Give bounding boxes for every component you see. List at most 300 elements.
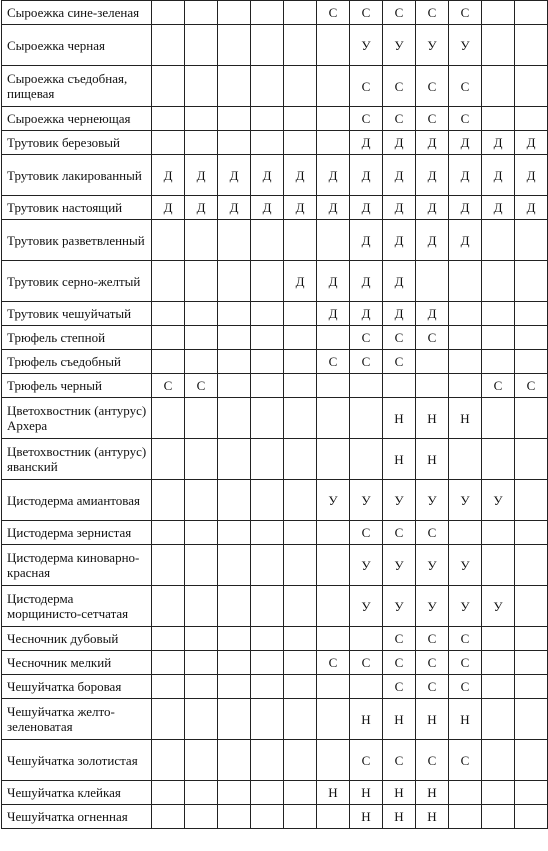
period-mark-cell — [218, 675, 251, 699]
period-mark-cell — [482, 781, 515, 805]
period-mark-cell — [218, 439, 251, 480]
period-mark-cell: Д — [251, 155, 284, 196]
table-row — [2, 220, 548, 261]
period-mark-cell — [284, 627, 317, 651]
period-mark-cell — [416, 350, 449, 374]
period-mark-cell — [317, 398, 350, 439]
period-mark-cell — [284, 350, 317, 374]
period-mark-cell: Н — [317, 781, 350, 805]
period-mark-cell — [185, 805, 218, 829]
period-mark-cell: Д — [449, 155, 482, 196]
period-mark-cell — [317, 586, 350, 627]
period-mark-cell: С — [383, 1, 416, 25]
table-row — [2, 586, 548, 627]
period-mark-cell: Д — [482, 155, 515, 196]
period-mark-cell — [482, 545, 515, 586]
period-mark-cell: С — [152, 374, 185, 398]
period-mark-cell — [185, 740, 218, 781]
table-row — [2, 480, 548, 521]
period-mark-cell — [449, 781, 482, 805]
species-name-cell: Сыроежка чернеющая — [2, 107, 152, 131]
period-mark-cell — [515, 326, 548, 350]
period-mark-cell — [350, 374, 383, 398]
species-name-cell: Трутовик лакированный — [2, 155, 152, 196]
species-name-cell: Сыроежка съедобная, пищевая — [2, 66, 152, 107]
period-mark-cell — [218, 1, 251, 25]
period-mark-cell — [251, 107, 284, 131]
period-mark-cell — [317, 326, 350, 350]
table-row — [2, 155, 548, 196]
period-mark-cell: Д — [284, 155, 317, 196]
period-mark-cell — [515, 781, 548, 805]
species-name-cell: Трутовик березовый — [2, 131, 152, 155]
species-name-cell: Чешуйчатка золотистая — [2, 740, 152, 781]
table-row — [2, 1, 548, 25]
period-mark-cell: У — [350, 25, 383, 66]
period-mark-cell — [152, 675, 185, 699]
period-mark-cell — [284, 107, 317, 131]
period-mark-cell — [482, 439, 515, 480]
period-mark-cell: Д — [317, 155, 350, 196]
period-mark-cell — [152, 131, 185, 155]
period-mark-cell — [284, 25, 317, 66]
period-mark-cell — [152, 521, 185, 545]
period-mark-cell: С — [515, 374, 548, 398]
table-row — [2, 350, 548, 374]
period-mark-cell: С — [416, 740, 449, 781]
species-name-cell: Сыроежка сине-зеленая — [2, 1, 152, 25]
period-mark-cell — [350, 675, 383, 699]
period-mark-cell — [251, 261, 284, 302]
period-mark-cell — [449, 350, 482, 374]
period-mark-cell: Д — [350, 196, 383, 220]
period-mark-cell — [218, 480, 251, 521]
period-mark-cell — [218, 627, 251, 651]
period-mark-cell: Н — [383, 439, 416, 480]
period-mark-cell: Д — [284, 196, 317, 220]
period-mark-cell — [218, 545, 251, 586]
species-name-cell: Чешуйчатка огненная — [2, 805, 152, 829]
period-mark-cell — [218, 521, 251, 545]
period-mark-cell — [482, 261, 515, 302]
period-mark-cell — [218, 350, 251, 374]
period-mark-cell: Н — [383, 781, 416, 805]
period-mark-cell: Н — [416, 439, 449, 480]
period-mark-cell: С — [185, 374, 218, 398]
period-mark-cell — [251, 25, 284, 66]
period-mark-cell — [482, 25, 515, 66]
period-mark-cell — [251, 627, 284, 651]
period-mark-cell: С — [416, 326, 449, 350]
species-name-cell: Сыроежка черная — [2, 25, 152, 66]
period-mark-cell: С — [350, 326, 383, 350]
period-mark-cell: Д — [449, 196, 482, 220]
mushroom-calendar-table — [1, 0, 548, 829]
period-mark-cell: Д — [383, 220, 416, 261]
species-name-cell: Цистодерма киноварно-красная — [2, 545, 152, 586]
table-row — [2, 302, 548, 326]
period-mark-cell — [350, 398, 383, 439]
period-mark-cell — [449, 521, 482, 545]
table-row — [2, 521, 548, 545]
period-mark-cell: Д — [482, 196, 515, 220]
table-row — [2, 398, 548, 439]
table-row — [2, 326, 548, 350]
period-mark-cell — [515, 651, 548, 675]
period-mark-cell — [284, 805, 317, 829]
period-mark-cell — [152, 326, 185, 350]
period-mark-cell: Д — [218, 196, 251, 220]
period-mark-cell — [515, 66, 548, 107]
period-mark-cell — [449, 439, 482, 480]
period-mark-cell: Д — [185, 196, 218, 220]
period-mark-cell: С — [383, 651, 416, 675]
period-mark-cell — [515, 439, 548, 480]
period-mark-cell: Н — [416, 781, 449, 805]
period-mark-cell — [152, 1, 185, 25]
period-mark-cell — [152, 627, 185, 651]
period-mark-cell — [185, 675, 218, 699]
table-row — [2, 805, 548, 829]
period-mark-cell: С — [350, 740, 383, 781]
period-mark-cell: С — [383, 107, 416, 131]
period-mark-cell: Д — [383, 196, 416, 220]
period-mark-cell: Д — [449, 220, 482, 261]
period-mark-cell — [515, 675, 548, 699]
period-mark-cell — [482, 350, 515, 374]
period-mark-cell — [185, 131, 218, 155]
table-body — [2, 1, 548, 829]
period-mark-cell: Н — [416, 805, 449, 829]
period-mark-cell — [185, 25, 218, 66]
table-row — [2, 107, 548, 131]
period-mark-cell — [284, 699, 317, 740]
period-mark-cell — [449, 261, 482, 302]
period-mark-cell — [284, 675, 317, 699]
period-mark-cell — [152, 781, 185, 805]
period-mark-cell — [515, 220, 548, 261]
period-mark-cell: Д — [383, 261, 416, 302]
period-mark-cell — [317, 627, 350, 651]
period-mark-cell — [218, 220, 251, 261]
period-mark-cell: У — [449, 480, 482, 521]
period-mark-cell — [251, 805, 284, 829]
period-mark-cell: Д — [515, 196, 548, 220]
period-mark-cell: С — [350, 350, 383, 374]
species-name-cell: Трюфель съедобный — [2, 350, 152, 374]
period-mark-cell — [218, 586, 251, 627]
table-row — [2, 196, 548, 220]
period-mark-cell — [251, 66, 284, 107]
period-mark-cell — [284, 480, 317, 521]
period-mark-cell — [251, 480, 284, 521]
table-row — [2, 374, 548, 398]
period-mark-cell — [449, 302, 482, 326]
period-mark-cell — [185, 651, 218, 675]
period-mark-cell: У — [449, 25, 482, 66]
period-mark-cell — [350, 627, 383, 651]
period-mark-cell: С — [350, 107, 383, 131]
period-mark-cell — [482, 627, 515, 651]
period-mark-cell: С — [383, 326, 416, 350]
period-mark-cell: С — [449, 107, 482, 131]
period-mark-cell — [185, 302, 218, 326]
period-mark-cell: У — [416, 586, 449, 627]
period-mark-cell: С — [383, 66, 416, 107]
period-mark-cell — [152, 480, 185, 521]
period-mark-cell — [482, 220, 515, 261]
period-mark-cell — [317, 107, 350, 131]
period-mark-cell — [251, 740, 284, 781]
period-mark-cell: Д — [416, 131, 449, 155]
period-mark-cell: С — [317, 651, 350, 675]
period-mark-cell — [317, 521, 350, 545]
period-mark-cell — [185, 439, 218, 480]
period-mark-cell — [185, 398, 218, 439]
period-mark-cell: С — [449, 651, 482, 675]
period-mark-cell — [218, 374, 251, 398]
period-mark-cell — [482, 651, 515, 675]
period-mark-cell — [317, 545, 350, 586]
period-mark-cell — [515, 1, 548, 25]
period-mark-cell: Н — [416, 699, 449, 740]
period-mark-cell — [515, 398, 548, 439]
period-mark-cell — [152, 586, 185, 627]
period-mark-cell — [152, 261, 185, 302]
period-mark-cell — [482, 107, 515, 131]
period-mark-cell — [482, 398, 515, 439]
period-mark-cell — [284, 398, 317, 439]
period-mark-cell — [251, 439, 284, 480]
period-mark-cell — [515, 740, 548, 781]
period-mark-cell — [152, 220, 185, 261]
period-mark-cell — [284, 131, 317, 155]
period-mark-cell — [251, 398, 284, 439]
period-mark-cell — [350, 439, 383, 480]
period-mark-cell — [482, 805, 515, 829]
period-mark-cell — [284, 651, 317, 675]
period-mark-cell: Д — [416, 220, 449, 261]
period-mark-cell — [152, 107, 185, 131]
period-mark-cell — [515, 25, 548, 66]
period-mark-cell — [185, 781, 218, 805]
period-mark-cell — [317, 220, 350, 261]
period-mark-cell — [185, 480, 218, 521]
period-mark-cell: Н — [416, 398, 449, 439]
period-mark-cell — [152, 302, 185, 326]
period-mark-cell: Д — [383, 302, 416, 326]
period-mark-cell: С — [350, 521, 383, 545]
period-mark-cell — [284, 66, 317, 107]
period-mark-cell — [251, 131, 284, 155]
table-row — [2, 66, 548, 107]
period-mark-cell — [152, 805, 185, 829]
period-mark-cell: С — [317, 350, 350, 374]
period-mark-cell — [218, 805, 251, 829]
species-name-cell: Цистодерма амиантовая — [2, 480, 152, 521]
period-mark-cell — [185, 261, 218, 302]
period-mark-cell — [284, 374, 317, 398]
period-mark-cell — [284, 586, 317, 627]
period-mark-cell: У — [449, 545, 482, 586]
period-mark-cell: С — [383, 740, 416, 781]
period-mark-cell: С — [482, 374, 515, 398]
table-row — [2, 699, 548, 740]
period-mark-cell: Д — [515, 155, 548, 196]
period-mark-cell — [515, 805, 548, 829]
period-mark-cell — [482, 699, 515, 740]
period-mark-cell — [185, 107, 218, 131]
period-mark-cell — [284, 220, 317, 261]
period-mark-cell: С — [416, 675, 449, 699]
period-mark-cell: У — [383, 25, 416, 66]
species-name-cell: Чешуйчатка боровая — [2, 675, 152, 699]
period-mark-cell: Д — [317, 196, 350, 220]
table-row — [2, 25, 548, 66]
period-mark-cell: Н — [449, 398, 482, 439]
period-mark-cell — [152, 699, 185, 740]
period-mark-cell: Д — [350, 155, 383, 196]
period-mark-cell: У — [383, 480, 416, 521]
period-mark-cell — [416, 374, 449, 398]
period-mark-cell: У — [383, 545, 416, 586]
period-mark-cell — [515, 350, 548, 374]
period-mark-cell — [251, 521, 284, 545]
period-mark-cell: С — [449, 1, 482, 25]
period-mark-cell — [482, 740, 515, 781]
period-mark-cell: С — [449, 66, 482, 107]
species-name-cell: Чесночник мелкий — [2, 651, 152, 675]
period-mark-cell — [152, 398, 185, 439]
period-mark-cell — [515, 302, 548, 326]
period-mark-cell — [152, 545, 185, 586]
period-mark-cell: С — [416, 107, 449, 131]
period-mark-cell: У — [383, 586, 416, 627]
period-mark-cell: Н — [383, 699, 416, 740]
period-mark-cell — [284, 740, 317, 781]
period-mark-cell: Д — [515, 131, 548, 155]
period-mark-cell — [416, 261, 449, 302]
period-mark-cell: Д — [383, 131, 416, 155]
period-mark-cell: У — [449, 586, 482, 627]
period-mark-cell — [251, 1, 284, 25]
species-name-cell: Чесночник дубовый — [2, 627, 152, 651]
period-mark-cell — [251, 350, 284, 374]
period-mark-cell — [152, 66, 185, 107]
period-mark-cell: Д — [350, 220, 383, 261]
period-mark-cell: У — [317, 480, 350, 521]
period-mark-cell — [317, 805, 350, 829]
period-mark-cell: У — [482, 480, 515, 521]
period-mark-cell: Д — [317, 302, 350, 326]
period-mark-cell — [284, 781, 317, 805]
period-mark-cell — [152, 439, 185, 480]
period-mark-cell — [449, 326, 482, 350]
period-mark-cell: У — [416, 480, 449, 521]
period-mark-cell: Д — [416, 155, 449, 196]
period-mark-cell: Д — [416, 302, 449, 326]
period-mark-cell: Н — [350, 699, 383, 740]
period-mark-cell: Д — [218, 155, 251, 196]
period-mark-cell: С — [383, 627, 416, 651]
period-mark-cell: Н — [350, 805, 383, 829]
period-mark-cell — [449, 805, 482, 829]
table-row — [2, 675, 548, 699]
period-mark-cell — [317, 740, 350, 781]
period-mark-cell — [152, 740, 185, 781]
period-mark-cell — [152, 350, 185, 374]
period-mark-cell: С — [350, 1, 383, 25]
period-mark-cell — [218, 302, 251, 326]
species-name-cell: Трутовик настоящий — [2, 196, 152, 220]
period-mark-cell — [482, 326, 515, 350]
period-mark-cell: Д — [317, 261, 350, 302]
period-mark-cell: У — [482, 586, 515, 627]
species-name-cell: Трутовик чешуйчатый — [2, 302, 152, 326]
period-mark-cell — [284, 1, 317, 25]
period-mark-cell: Д — [350, 261, 383, 302]
period-mark-cell — [317, 66, 350, 107]
period-mark-cell — [251, 326, 284, 350]
period-mark-cell: Д — [482, 131, 515, 155]
period-mark-cell — [515, 545, 548, 586]
period-mark-cell — [218, 781, 251, 805]
period-mark-cell — [515, 699, 548, 740]
period-mark-cell — [185, 220, 218, 261]
species-name-cell: Цистодерма зернистая — [2, 521, 152, 545]
table-row — [2, 781, 548, 805]
period-mark-cell — [185, 326, 218, 350]
period-mark-cell — [218, 398, 251, 439]
period-mark-cell — [185, 66, 218, 107]
table-row — [2, 651, 548, 675]
species-name-cell: Трутовик серно-желтый — [2, 261, 152, 302]
period-mark-cell: Д — [284, 261, 317, 302]
period-mark-cell — [218, 131, 251, 155]
period-mark-cell — [185, 627, 218, 651]
period-mark-cell — [251, 374, 284, 398]
period-mark-cell: С — [350, 66, 383, 107]
period-mark-cell: Д — [152, 155, 185, 196]
period-mark-cell — [218, 326, 251, 350]
table-row — [2, 545, 548, 586]
period-mark-cell — [185, 1, 218, 25]
period-mark-cell — [515, 261, 548, 302]
period-mark-cell — [251, 651, 284, 675]
period-mark-cell: Н — [383, 398, 416, 439]
period-mark-cell: С — [416, 627, 449, 651]
period-mark-cell — [449, 374, 482, 398]
period-mark-cell — [218, 740, 251, 781]
period-mark-cell — [251, 781, 284, 805]
period-mark-cell: С — [449, 627, 482, 651]
period-mark-cell — [482, 1, 515, 25]
period-mark-cell — [317, 25, 350, 66]
period-mark-cell: С — [383, 675, 416, 699]
species-name-cell: Трюфель черный — [2, 374, 152, 398]
table-row — [2, 131, 548, 155]
species-name-cell: Цветохвостник (антурус) Архера — [2, 398, 152, 439]
species-name-cell: Цистодерма морщинисто-сетчатая — [2, 586, 152, 627]
period-mark-cell — [515, 107, 548, 131]
period-mark-cell — [482, 66, 515, 107]
period-mark-cell — [317, 374, 350, 398]
period-mark-cell: С — [383, 350, 416, 374]
species-name-cell: Цветохвостник (антурус) яванский — [2, 439, 152, 480]
period-mark-cell — [218, 66, 251, 107]
period-mark-cell: С — [416, 651, 449, 675]
table-row — [2, 439, 548, 480]
